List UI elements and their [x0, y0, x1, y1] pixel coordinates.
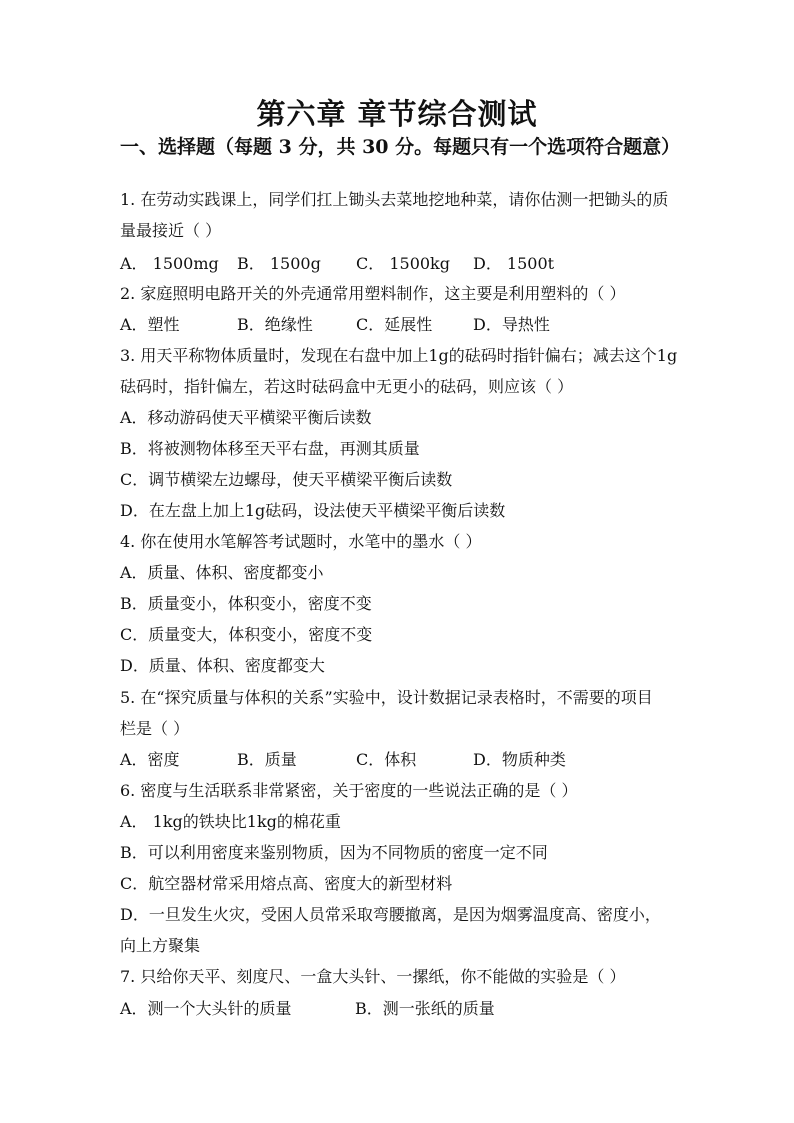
question-4-option-b: B．质量变小，体积变小，密度不变	[120, 594, 372, 613]
question-3-option-d: D．在左盘上加上1g砝码，设法使天平横梁平衡后读数	[120, 501, 506, 520]
question-5-option-a: A．密度	[120, 750, 180, 769]
question-5-line-1: 5. 在“探究质量与体积的关系”实验中，设计数据记录表格时，不需要的项目	[120, 688, 653, 707]
question-2-option-d: D．导热性	[473, 315, 550, 334]
question-6-option-b: B．可以利用密度来鉴别物质，因为不同物质的密度一定不同	[120, 843, 548, 862]
question-3-line-2: 砝码时，指针偏左，若这时砝码盒中无更小的砝码，则应该（ ）	[120, 377, 574, 396]
section-heading: 一、选择题（每题 3 分，共 30 分。每题只有一个选项符合题意）	[120, 136, 681, 158]
question-3-option-a: A．移动游码使天平横梁平衡后读数	[120, 408, 372, 427]
question-2-option-c: C．延展性	[356, 315, 433, 334]
question-1-option-a: A． 1500mg	[120, 254, 219, 273]
question-6-option-c: C．航空器材常采用熔点高、密度大的新型材料	[120, 874, 453, 893]
question-6-option-d: D．一旦发生火灾，受困人员常采取弯腰撤离，是因为烟雾温度高、密度小，	[120, 905, 661, 924]
question-6-option-a: A． 1kg的铁块比1kg的棉花重	[120, 812, 341, 831]
question-3-option-c: C．调节横梁左边螺母，使天平横梁平衡后读数	[120, 470, 453, 489]
question-5-option-d: D．物质种类	[473, 750, 566, 769]
question-4-option-d: D．质量、体积、密度都变大	[120, 656, 325, 675]
question-7-option-a: A．测一个大头针的质量	[120, 999, 292, 1018]
question-1-option-b: B． 1500g	[237, 254, 321, 273]
question-5-line-2: 栏是（ ）	[120, 719, 190, 738]
question-7-line-1: 7. 只给你天平、刻度尺、一盒大头针、一摞纸，你不能做的实验是（ ）	[120, 967, 626, 986]
question-6-line-1: 6. 密度与生活联系非常紧密，关于密度的一些说法正确的是（ ）	[120, 781, 578, 800]
page-title: 第六章 章节综合测试	[256, 97, 538, 131]
question-1-option-d: D． 1500t	[473, 254, 555, 273]
question-7-option-b: B．测一张纸的质量	[355, 999, 495, 1018]
question-4-option-c: C．质量变大，体积变小，密度不变	[120, 625, 373, 644]
question-1-option-c: C． 1500kg	[356, 254, 450, 273]
question-2-option-a: A．塑性	[120, 315, 180, 334]
question-3-option-b: B．将被测物体移至天平右盘，再测其质量	[120, 439, 420, 458]
question-1-line-1: 1. 在劳动实践课上，同学们扛上锄头去菜地挖地种菜，请你估测一把锄头的质	[120, 190, 669, 209]
question-4-option-a: A．质量、体积、密度都变小	[120, 563, 324, 582]
question-3-line-1: 3. 用天平称物体质量时，发现在右盘中加上1g的砝码时指针偏右；减去这个1g	[120, 346, 678, 365]
question-2-line-1: 2. 家庭照明电路开关的外壳通常用塑料制作，这主要是利用塑料的（ ）	[120, 284, 626, 303]
question-5-option-c: C．体积	[356, 750, 417, 769]
question-5-option-b: B．质量	[237, 750, 297, 769]
question-2-option-b: B．绝缘性	[237, 315, 313, 334]
question-4-line-1: 4. 你在使用水笔解答考试题时，水笔中的墨水（ ）	[120, 532, 482, 551]
question-1-line-2: 量最接近（ ）	[120, 221, 222, 240]
question-6-option-d-cont: 向上方聚集	[120, 936, 201, 955]
